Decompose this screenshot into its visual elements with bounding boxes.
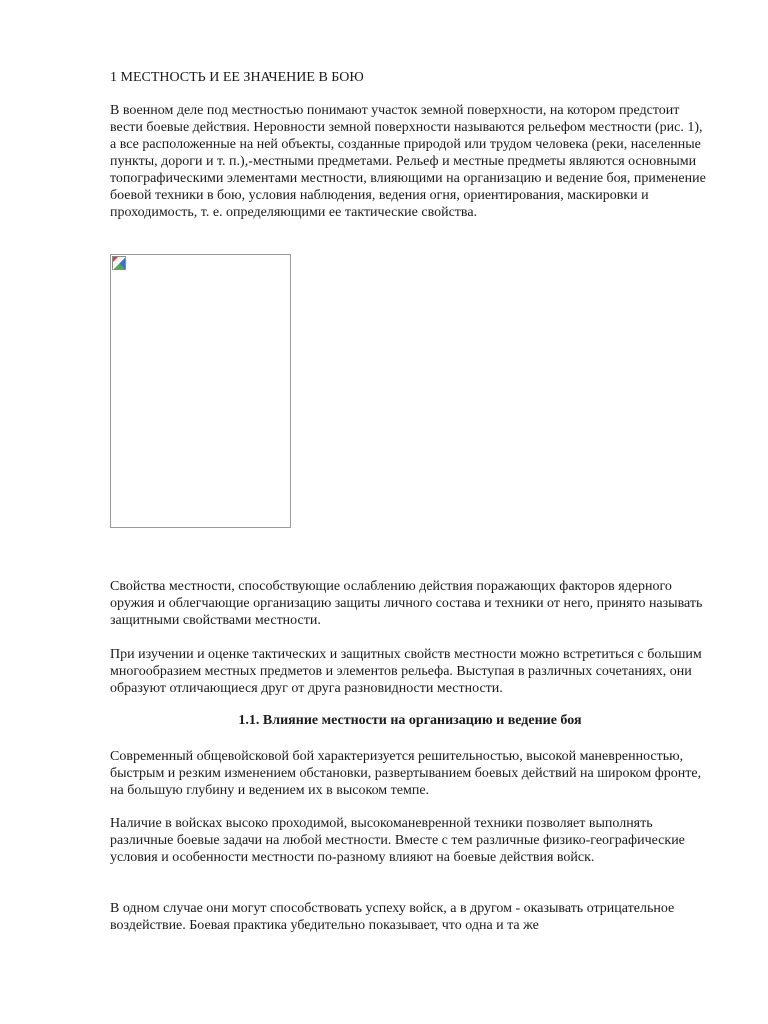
paragraph-6: В одном случае они могут способствовать успеху войск, а в другом - оказывать отрицательное воздействие. Боевая практика убедительно показывает, что одна и та же	[110, 901, 675, 933]
section-heading: 1.1. Влияние местности на организацию и ведение боя	[238, 713, 582, 728]
paragraph-1: В военном деле под местностью понимают участок земной поверхности, на котором предстоит вести боевые действия. Неровности земной поверхности называются рельефом местности (рис. 1), а все расположенные на ней объекты, созданные природой или трудом человека (реки, населенные пункты, дороги и т. п.),-местными предметами. Рельеф и местные предметы являются основными топографическими элементами местности, влияющими на организацию и ведение боя, применение боевой техники в бою, условия наблюдения, ведения огня, ориентирования, маскировки и проходимость, т. е. определяющими ее тактические свойства.	[110, 103, 706, 220]
paragraph-3: При изучении и оценке тактических и защитных свойств местности можно встретиться с большим многообразием местных предметов и элементов рельефа. Выступая в различных сочетаниях, они образуют отличающиеся друг от друга разновидности местности.	[110, 647, 702, 696]
broken-image-icon	[112, 256, 126, 270]
paragraph-2: Свойства местности, способствующие ослаблению действия поражающих факторов ядерного оружия и облегчающие организацию защиты личного состава и техники от него, принято называть защитными свойствами местности.	[110, 579, 703, 628]
paragraph-5: Наличие в войсках высоко проходимой, высокоманевренной техники позволяет выполнять различные боевые задачи на любой местности. Вместе с тем различные физико-географические условия и особенности местности по-разному влияют на боевые действия войск.	[110, 816, 685, 865]
figure-placeholder	[110, 254, 291, 528]
page-title: 1 МЕСТНОСТЬ И ЕЕ ЗНАЧЕНИЕ В БОЮ	[110, 70, 364, 85]
paragraph-4: Современный общевойсковой бой характеризуется решительностью, высокой маневренностью, быстрым и резким изменением обстановки, развертыванием боевых действий на широком фронте, на большую глубину и ведением их в высоком темпе.	[110, 749, 702, 798]
